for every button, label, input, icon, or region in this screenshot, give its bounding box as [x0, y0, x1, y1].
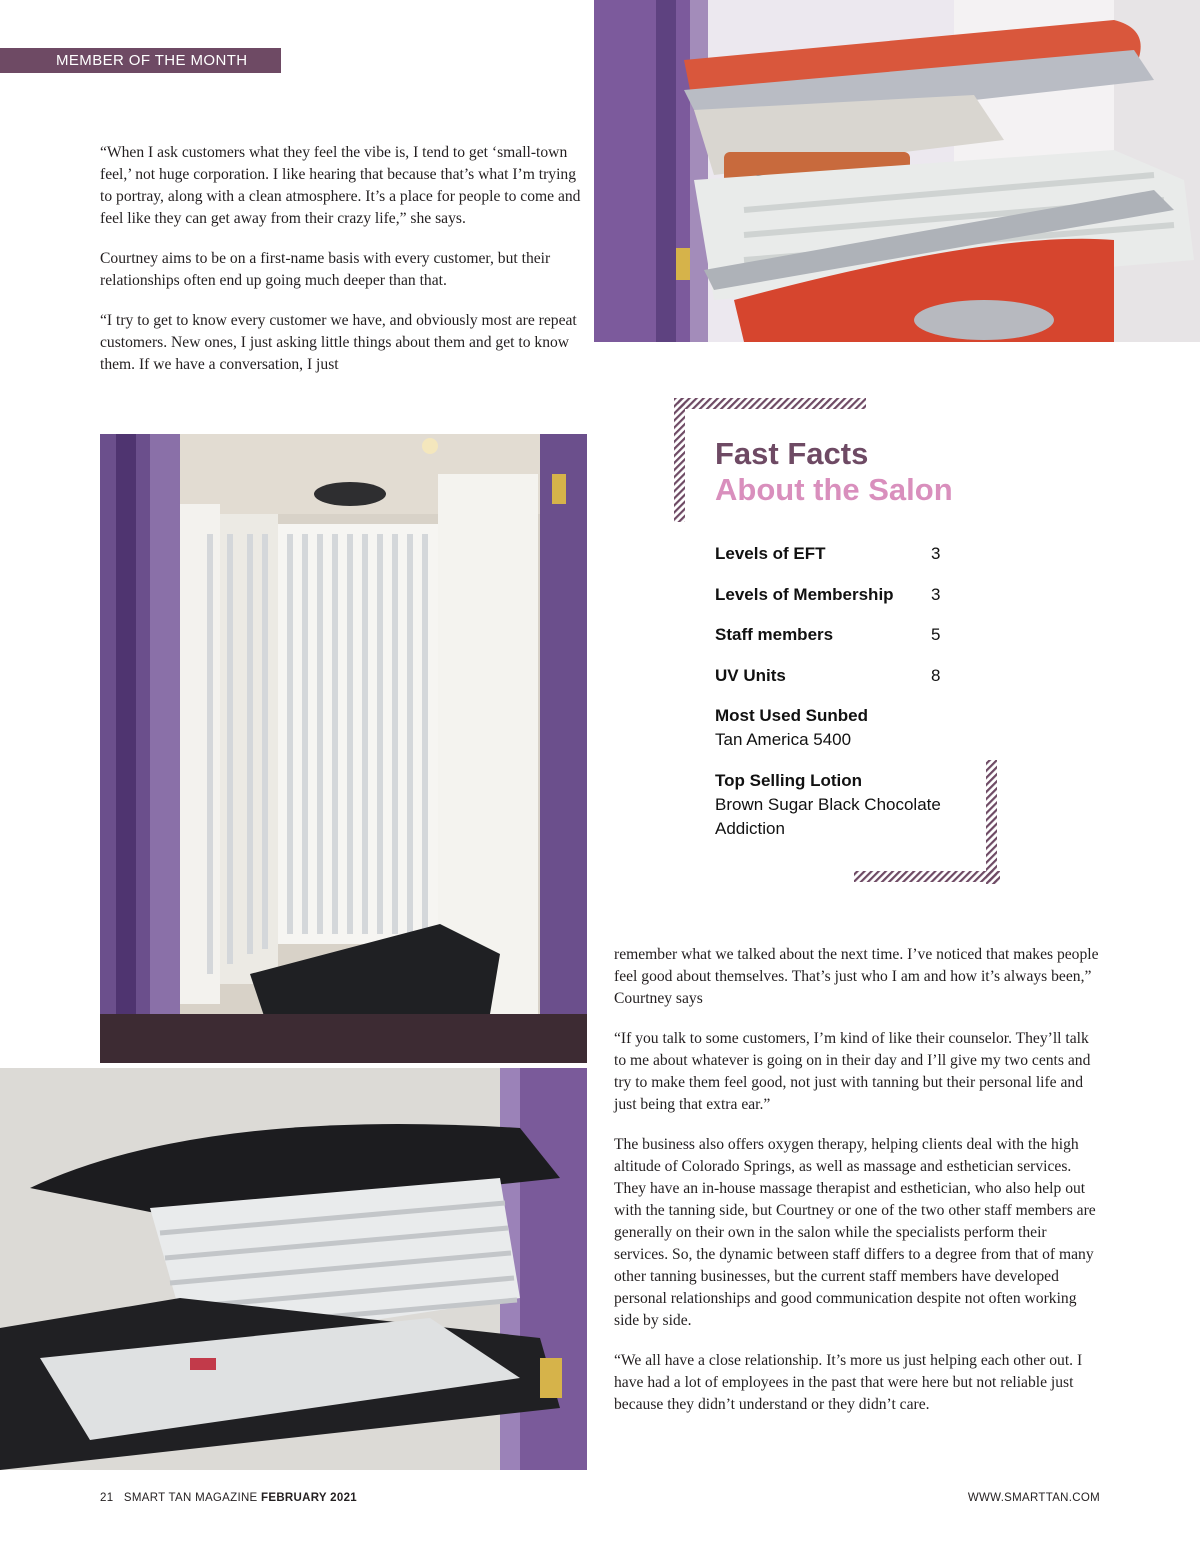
fact-label: Staff members: [715, 625, 834, 644]
paragraph: Courtney aims to be on a first-name basis with every customer, but their relationships often end up going much deeper than that.: [100, 250, 551, 289]
paragraph: “If you talk to some customers, I’m kind of like their counselor. They’ll talk to me about whatever is going on in their day and I’ll give my two cents and try to make them feel good, not just with tanning but their personal life and just being that extra ear.”: [614, 1030, 1091, 1113]
tanning-bed-red-photo: [594, 0, 1200, 342]
fact-row: [715, 769, 975, 841]
issue-date: FEBRUARY 2021: [261, 1492, 357, 1504]
fast-facts-box: [674, 398, 1000, 884]
paragraph: The business also offers oxygen therapy, helping clients deal with the high altitude of Colorado Springs, as well as massage and esthetician services. They have an in-house massage therapist and esthetician, who also help out with the tanning side, but Courtney or one of the two other staff members are generally on their own in the salon while the specialists perform their services. So, the dynamic between staff differs to a degree from that of many other tanning businesses, but the current staff members have developed personal relationships and good communication despite not often working side by side.: [614, 1136, 1096, 1329]
footer-left: [100, 1492, 357, 1504]
paragraph: “I try to get to know every customer we have, and obviously most are repeat customers. New ones, I just asking little things about them and get to know them. If we have a conversation, I just: [100, 312, 577, 373]
article-left-column: [100, 142, 586, 394]
tanning-booth-photo: [100, 434, 587, 1063]
top-lotion-label: Top Selling Lotion: [715, 771, 862, 790]
fact-row: [715, 704, 975, 752]
fact-value: 3: [931, 585, 941, 604]
fast-facts-subtitle: About the Salon: [715, 472, 953, 507]
article-right-column: [614, 944, 1104, 1434]
fact-row: [715, 664, 975, 688]
tanning-bed-black-photo: [0, 1068, 587, 1470]
most-used-sunbed-label: Most Used Sunbed: [715, 706, 869, 725]
paragraph: “We all have a close relationship. It’s more us just helping each other out. I have had a lot of employees in the past that were here but not reliable just because they didn’t understand or they didn’t care.: [614, 1352, 1083, 1413]
most-used-sunbed-value: Tan America 5400: [715, 730, 852, 749]
fact-value: 3: [931, 544, 941, 563]
fact-label: Levels of EFT: [715, 544, 826, 563]
paragraph: “When I ask customers what they feel the vibe is, I tend to get ‘small-town feel,’ not huge corporation. I like hearing that because that’s what I’m trying to portray, along with a clean atmosphere. It’s a place for people to come and feel like they can get away from their crazy life,” she says.: [100, 144, 581, 227]
website-link[interactable]: WWW.SMARTTAN.COM: [967, 1492, 1100, 1504]
fact-row: [715, 623, 975, 647]
magazine-name: SMART TAN MAGAZINE: [123, 1492, 258, 1504]
fact-label: UV Units: [715, 666, 786, 685]
page-number: 21: [100, 1492, 114, 1504]
fact-label: Levels of Membership: [715, 585, 894, 604]
fast-facts-title: Fast Facts: [715, 436, 869, 471]
top-lotion-value: Brown Sugar Black Chocolate Addiction: [715, 795, 941, 838]
fact-row: [715, 542, 975, 566]
fact-row: [715, 583, 975, 607]
fact-value: 8: [931, 666, 941, 685]
fact-value: 5: [931, 625, 941, 644]
paragraph: remember what we talked about the next time. I’ve noticed that makes people feel good about themselves. That’s just who I am and how it’s always been,” Courtney says: [614, 946, 1099, 1007]
section-tag: MEMBER OF THE MONTH: [0, 48, 281, 73]
